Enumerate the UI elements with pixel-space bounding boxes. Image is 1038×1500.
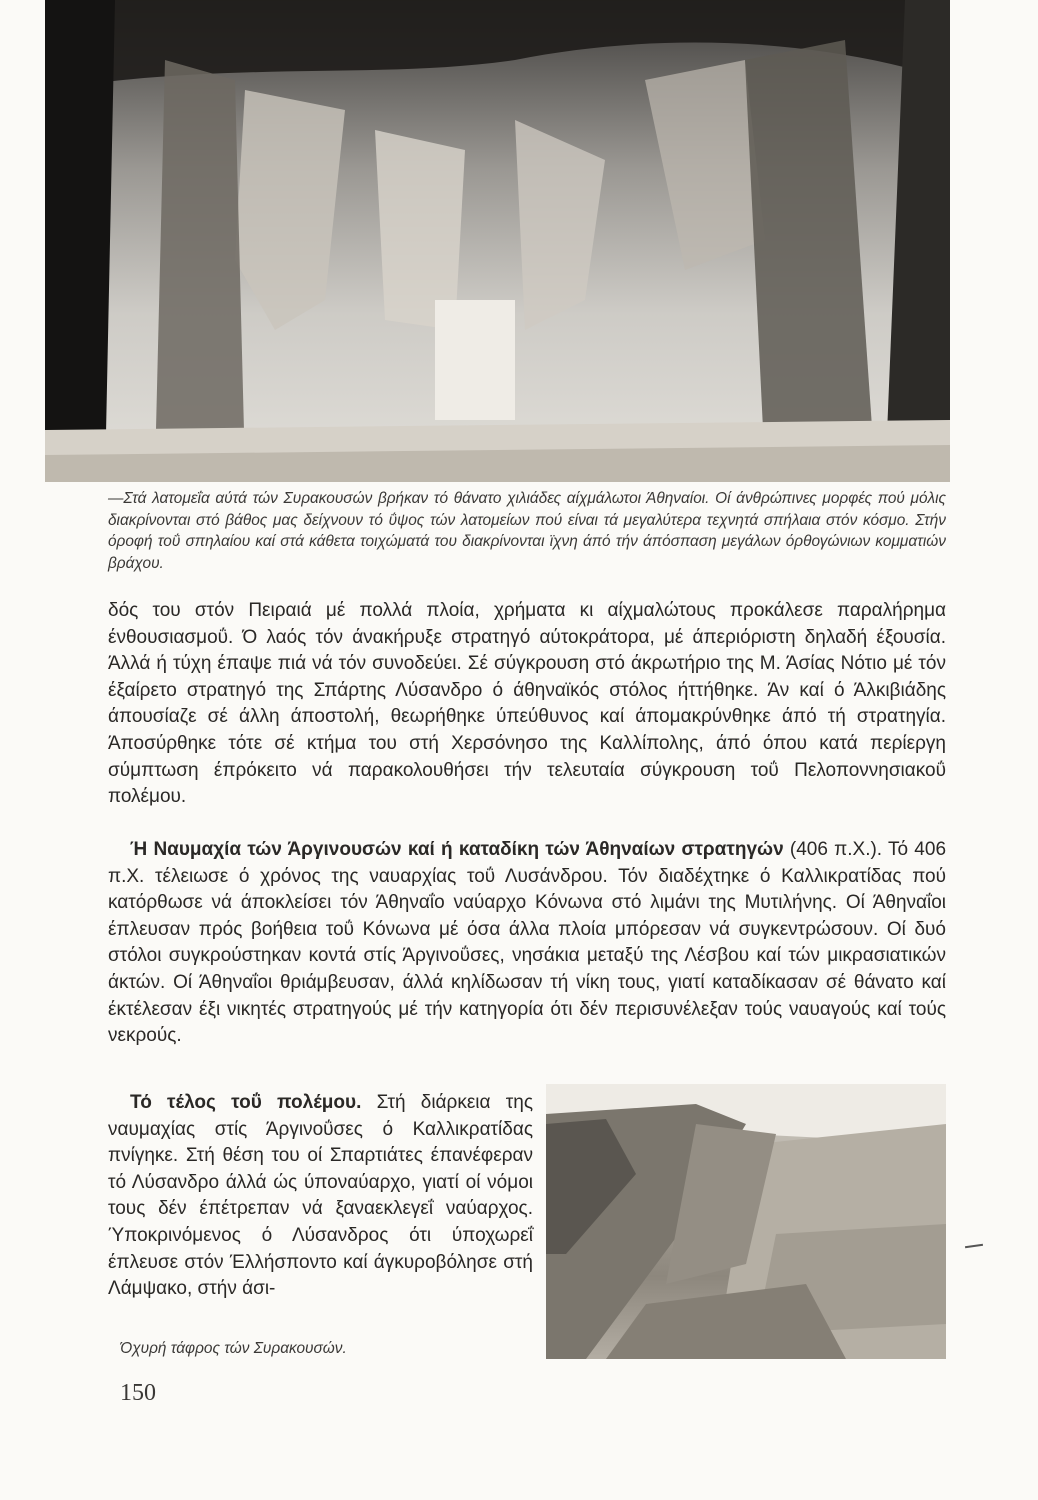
print-speck	[965, 1244, 983, 1248]
bottom-photo-caption: Όχυρή τάφρος τών Συρακουσών.	[120, 1340, 347, 1357]
quarry-photo	[45, 0, 950, 482]
moat-photo	[546, 1084, 946, 1359]
moat-photo-icon	[546, 1084, 946, 1359]
section-heading-arginousai: Ή Ναυμαχία τών Άργινουσών καί ή καταδίκη τών Άθηναίων στρατηγών	[130, 839, 784, 860]
section-heading-end-of-war: Τό τέλος τοΰ πολέμου.	[130, 1092, 362, 1113]
paragraph-alkibiades: δός του στόν Πειραιά μέ πολλά πλοία, χρήματα κι αίχμαλώτους προκάλεσε παραλήρημα ένθουσιασμοΰ. Ό λαός τόν άνακήρυξε στρατηγό αύτοκράτορα, μέ άπεριόριστη δηλαδή έξουσία. Άλλά ή τύχη έπαψε πιά νά τόν συνοδεύει. Σέ σύγκρουση στό άκρωτήριο της Μ. Άσίας Νότιο μέ τόν έξαίρετο στρατηγό της Σπάρτης Λύσανδρο ό άθηναϊκός στόλος ήττήθηκε. Άν καί ό Άλκιβιάδης άπουσίαζε σέ άλλη άποστολή, θεωρήθηκε ύπεύθυνος καί άπομακρύνθηκε άπό τή στρατηγία. Άποσύρθηκε τότε σέ κτήμα του στή Χερσόνησο της Καλλίπολης, άπό όπου κατά περίεργη σύμπτωση έπρόκειτο νά παρακολουθήσει τήν τελευταία σύγκρουση τοΰ Πελοποννησιακοΰ πολέμου.	[108, 600, 946, 808]
section-text-arginousai: (406 π.Χ.). Τό 406 π.Χ. τέλειωσε ό χρόνος της ναυαρχίας τοΰ Λυσάνδρου. Τόν διαδέχτηκε ό Καλλικρατίδας πού κατόρθωσε νά άποκλείσει τόν Άθηναΐο ναύαρχο Κόνωνα στό λιμάνι της Μυτιλήνης. Οί Άθηναΐοι έπλευσαν πρός βοήθεια τοΰ Κόνωνα μέ όσα άλλα πλοία μπόρεσαν νά συγκεντρώσουν. Οί δυό στόλοι συγκρούστηκαν κοντά στίς Άργινοΰσες, νησάκια μεταξύ της Λέσβου καί τών μικρασιατικών άκτών. Οί Άθηναΐοι θριάμβευσαν, άλλά κηλίδωσαν τή νίκη τους, γιατί καταδίκασαν σέ θάνατο καί έκτέλεσαν έξι νικητές στρατηγούς μέ τήν κατηγορία ότι δέν περισυνέλεξαν τούς ναυαγούς καί τούς νεκρούς.	[108, 839, 947, 1047]
quarry-photo-icon	[45, 0, 950, 482]
section-text-end-of-war: Στή διάρκεια της ναυμαχίας στίς Άργινοΰσες ό Καλλικρατίδας πνίγηκε. Στή θέση του οί Σπαρτιάτες έπανέφεραν τό Λύσανδρο άλλά ώς ύποναύαρχο, γιατί οί νόμοι τους δέν έπέτρεπαν νά ξαναεκλεγεΐ ναύαρχος. Ύποκρινόμενος ό Λύσανδρος ότι ύποχωρεΐ έπλευσε στόν Έλλήσποντο καί άγκυροβόλησε στή Λάμψακο, στήν άσι-	[108, 1092, 533, 1300]
top-photo-caption: —Στά λατομεΐα αύτά τών Συρακουσών βρήκαν τό θάνατο χιλιάδες αίχμάλωτοι Άθηναίοι. Οί άνθρώπινες μορφές πού μόλις διακρίνονται στό βάθος μας δείχνουν τό ΰψος τών λατομείων πού είναι τά μεγαλύτερα τεχνητά σπήλαια στόν κόσμο. Στήν όροφή τοΰ σπηλαίου καί στά κάθετα τοιχώματά του διακρίνονται ϊχνη άπό τήν άπόσπαση μεγάλων όρθογώνιων κομματιών βράχου.	[108, 490, 946, 572]
paragraph-arginousai	[108, 837, 946, 1050]
page-number: 150	[120, 1380, 156, 1406]
paragraph-end-of-war	[108, 1090, 533, 1303]
